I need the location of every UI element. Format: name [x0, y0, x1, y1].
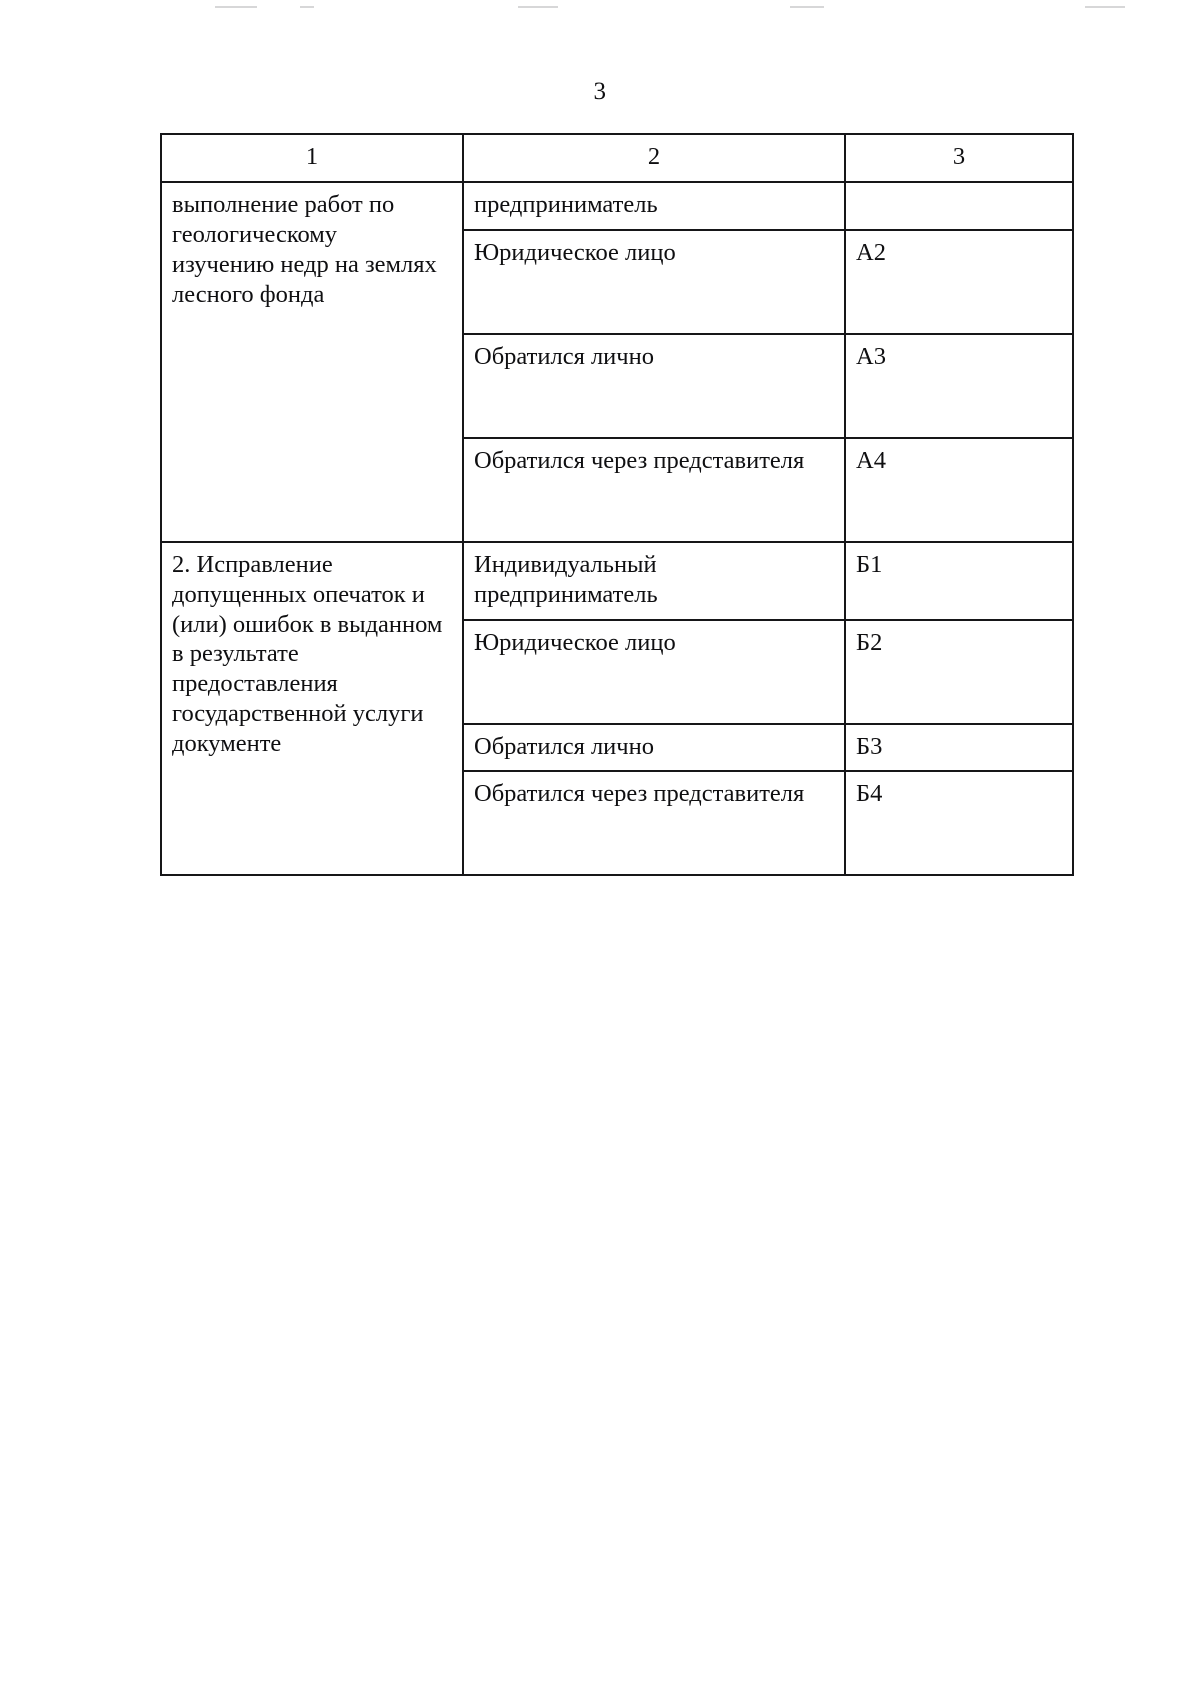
code-cell: А4: [845, 438, 1073, 542]
services-table: [160, 133, 1074, 876]
service-line: лесного фонда: [172, 280, 325, 308]
code-cell: А3: [845, 334, 1073, 438]
service-line: 2. Исправление: [172, 550, 333, 578]
code-cell: Б3: [845, 724, 1073, 772]
code-cell: [845, 182, 1073, 230]
applicant-type-cell: Юридическое лицо: [463, 620, 845, 724]
table-header-row: [161, 134, 1073, 182]
applicant-type-cell: Обратился через представителя: [463, 771, 845, 875]
page-number: 3: [593, 78, 607, 105]
service-description-cell-1: [161, 182, 463, 542]
scan-artifacts: [0, 0, 1200, 14]
applicant-type-line: предприниматель: [474, 580, 658, 608]
service-line: геологическому: [172, 220, 338, 248]
service-line: предоставления: [172, 670, 338, 698]
column-number-2: 2: [463, 134, 845, 182]
service-description-cell-2: [161, 542, 463, 876]
code-cell: А2: [845, 230, 1073, 334]
applicant-type-cell: Обратился через представителя: [463, 438, 845, 542]
applicant-type-cell: предприниматель: [463, 182, 845, 230]
service-line: допущенных опечаток и: [172, 580, 425, 608]
service-line: выполнение работ по: [172, 190, 395, 218]
services-table-container: [160, 133, 1072, 876]
column-number-3: 3: [845, 134, 1073, 182]
service-line: изучению недр на землях: [172, 250, 437, 278]
code-cell: Б1: [845, 542, 1073, 620]
applicant-type-cell: [463, 542, 845, 620]
applicant-type-cell: Обратился лично: [463, 334, 845, 438]
code-cell: Б4: [845, 771, 1073, 875]
service-line: государственной услуги: [172, 700, 424, 728]
service-line: в результате: [172, 640, 299, 668]
applicant-type-line: Индивидуальный: [474, 550, 657, 578]
table-row: [161, 542, 1073, 620]
table-row: [161, 182, 1073, 230]
service-line: (или) ошибок в выданном: [172, 610, 443, 638]
applicant-type-cell: Юридическое лицо: [463, 230, 845, 334]
applicant-type-cell: Обратился лично: [463, 724, 845, 772]
code-cell: Б2: [845, 620, 1073, 724]
service-line: документе: [172, 730, 282, 757]
column-number-1: 1: [161, 134, 463, 182]
